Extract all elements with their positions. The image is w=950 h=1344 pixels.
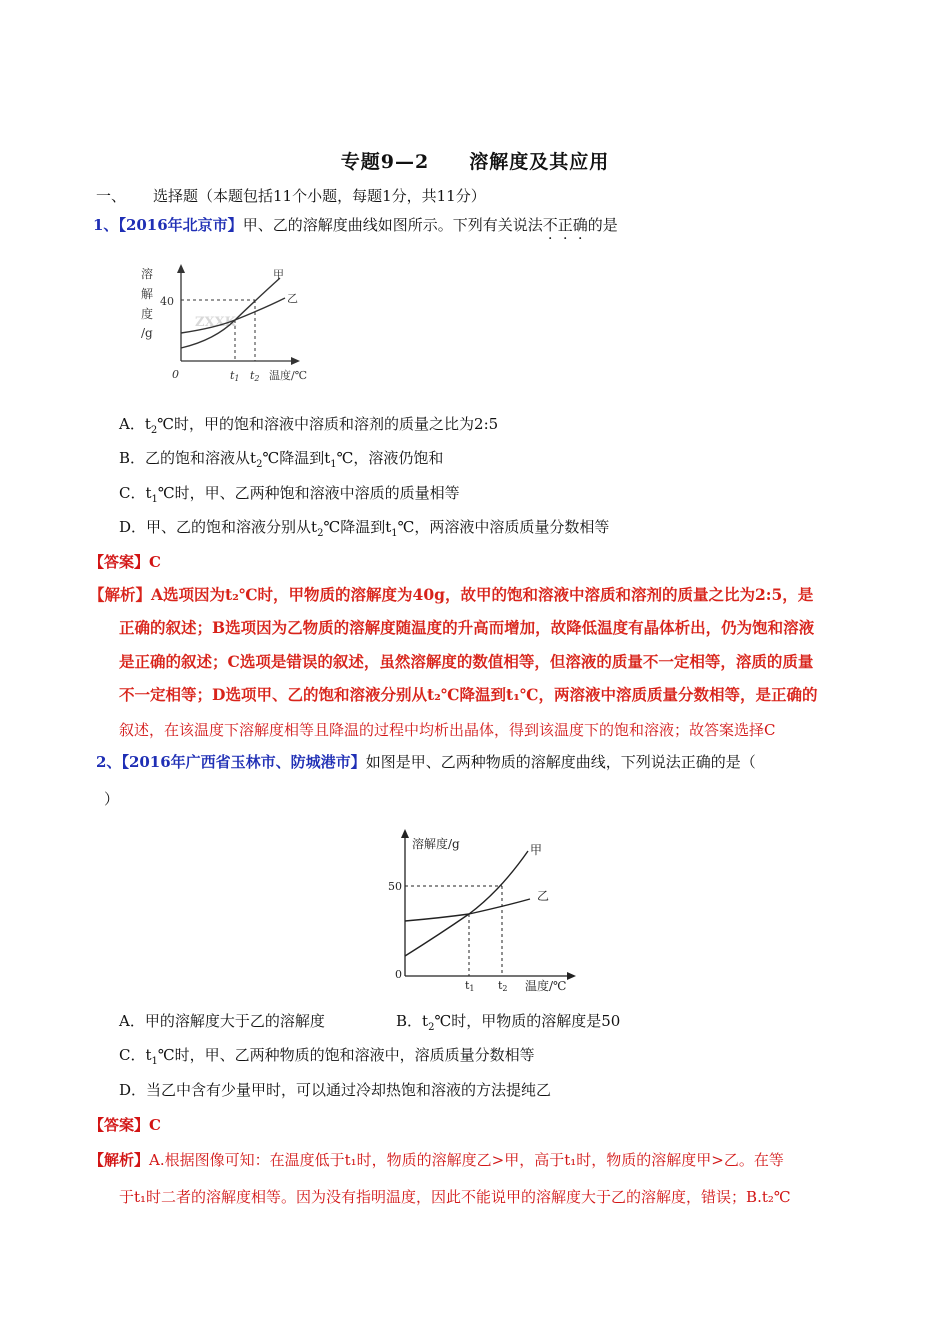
y-axis-arrow <box>401 829 409 838</box>
x-tick-t1: t1 <box>230 369 240 383</box>
question-1-solubility-figure <box>135 258 335 388</box>
question-1-number: 1、 <box>93 216 119 234</box>
x-axis-arrow <box>291 357 300 365</box>
question-1-analysis-line: 是正确的叙述；C选项是错误的叙述，虽然溶解度的数值相等，但溶液的质量不一定相等，溶质的质量 <box>119 652 814 671</box>
curve-jia <box>181 278 280 348</box>
question-2-analysis-line: 于t₁时二者的溶解度相等。因为没有指明温度，因此不能说甲的溶解度大于乙的溶解度，错误；B.t₂℃ <box>119 1188 791 1206</box>
x-tick-t2: t2 <box>250 369 260 383</box>
emphasis-char: 确 <box>572 216 588 234</box>
label-yi: 乙 <box>287 292 298 305</box>
question-1-stem <box>93 214 618 235</box>
section-heading: 选择题（本题包括11个小题，每题1分，共11分） <box>153 187 486 205</box>
emphasis-char: 不 <box>542 216 558 234</box>
watermark: ZXXK <box>195 315 236 330</box>
question-2-answer: 【答案】C <box>89 1116 161 1134</box>
question-2-text: 如图是甲、乙两种物质的溶解度曲线，下列说法正确的是（ <box>365 753 756 771</box>
question-1-text: 甲、乙的溶解度曲线如图所示。下列有关说法 <box>242 216 543 234</box>
origin-label: 0 <box>172 368 179 381</box>
question-1-option-a: A．$t_2℃$时，甲的饱和溶液中溶质和溶剂的质量之比为2:5 <box>119 415 499 436</box>
question-2-option-c: C．$t_1℃$时，甲、乙两种物质的饱和溶液中，溶质质量分数相等 <box>119 1046 535 1067</box>
question-2-option-d: D．当乙中含有少量甲时，可以通过冷却热饱和溶液的方法提纯乙 <box>119 1081 552 1099</box>
question-1-analysis-line: 【解析】A选项因为t₂℃时，甲物质的溶解度为40g，故甲的饱和溶液中溶质和溶剂的质量之比为2:5，是 <box>89 585 814 604</box>
question-2-stem-close: ） <box>104 790 120 808</box>
y-axis-label: 溶解度/g <box>412 837 460 851</box>
y-axis-label-char: /g <box>141 326 153 340</box>
question-2-stem <box>96 751 756 772</box>
label-jia: 甲 <box>273 268 284 281</box>
y-axis-arrow <box>177 264 185 273</box>
y-tick-40: 40 <box>160 295 174 308</box>
question-1-analysis-line: 正确的叙述；B选项因为乙物质的溶解度随温度的升高而增加，故降低温度有晶体析出，仍为饱和溶液 <box>119 618 815 637</box>
emphasis-char: 正 <box>557 216 573 234</box>
question-1-option-d: D．甲、乙的饱和溶液分别从$t_2℃$降温到$t_1℃$，两溶液中溶质质量分数相等 <box>119 518 610 539</box>
x-tick-t2: t2 <box>498 979 508 993</box>
question-1-option-b: B．乙的饱和溶液从$t_2℃$降温到$t_1℃$，溶液仍饱和 <box>119 449 444 470</box>
question-1-text-end: 的是 <box>587 216 618 234</box>
y-axis-label-char: 度 <box>141 307 154 321</box>
question-2-option-b: B．$t_2℃$时，甲物质的溶解度是50 <box>396 1012 621 1033</box>
question-1-option-c: C．$t_1℃$时，甲、乙两种饱和溶液中溶质的质量相等 <box>119 484 460 505</box>
question-1-analysis-line: 不一定相等；D选项甲、乙的饱和溶液分别从t₂℃降温到t₁℃，两溶液中溶质质量分数相等，是正确的 <box>119 685 818 704</box>
y-axis-label-char: 解 <box>141 287 154 301</box>
label-jia: 甲 <box>530 843 543 857</box>
question-1-analysis-line: 叙述，在该温度下溶解度相等且降温的过程中均析出晶体，得到该温度下的饱和溶液；故答案选择C <box>119 721 776 739</box>
question-2-number: 2、 <box>96 753 122 771</box>
label-yi: 乙 <box>537 889 550 903</box>
curve-yi <box>405 899 530 921</box>
question-2-solubility-figure <box>380 826 590 996</box>
y-tick-50: 50 <box>388 880 402 893</box>
page-title: 专题9—2 溶解度及其应用 <box>340 151 610 173</box>
question-2-analysis-line: 【解析】A.根据图像可知：在温度低于t₁时，物质的溶解度乙>甲，高于t₁时，物质的溶解度甲>乙。在等 <box>89 1151 784 1169</box>
question-2-source: 【2016年广西省玉林市、防城港市】 <box>121 753 366 771</box>
curve-jia <box>405 851 528 956</box>
x-axis-arrow <box>567 972 576 980</box>
section-number: 一、 <box>96 187 127 205</box>
question-1-answer: 【答案】C <box>89 553 161 571</box>
x-tick-t1: t1 <box>465 979 475 993</box>
x-axis-label: 温度/℃ <box>525 979 567 993</box>
x-axis-label: 温度/℃ <box>269 369 308 382</box>
y-axis-label-char: 溶 <box>141 267 154 281</box>
question-2-option-a: A．甲的溶解度大于乙的溶解度 <box>119 1012 325 1030</box>
question-1-source: 【2016年北京市】 <box>118 216 243 234</box>
origin-label: 0 <box>395 968 402 981</box>
